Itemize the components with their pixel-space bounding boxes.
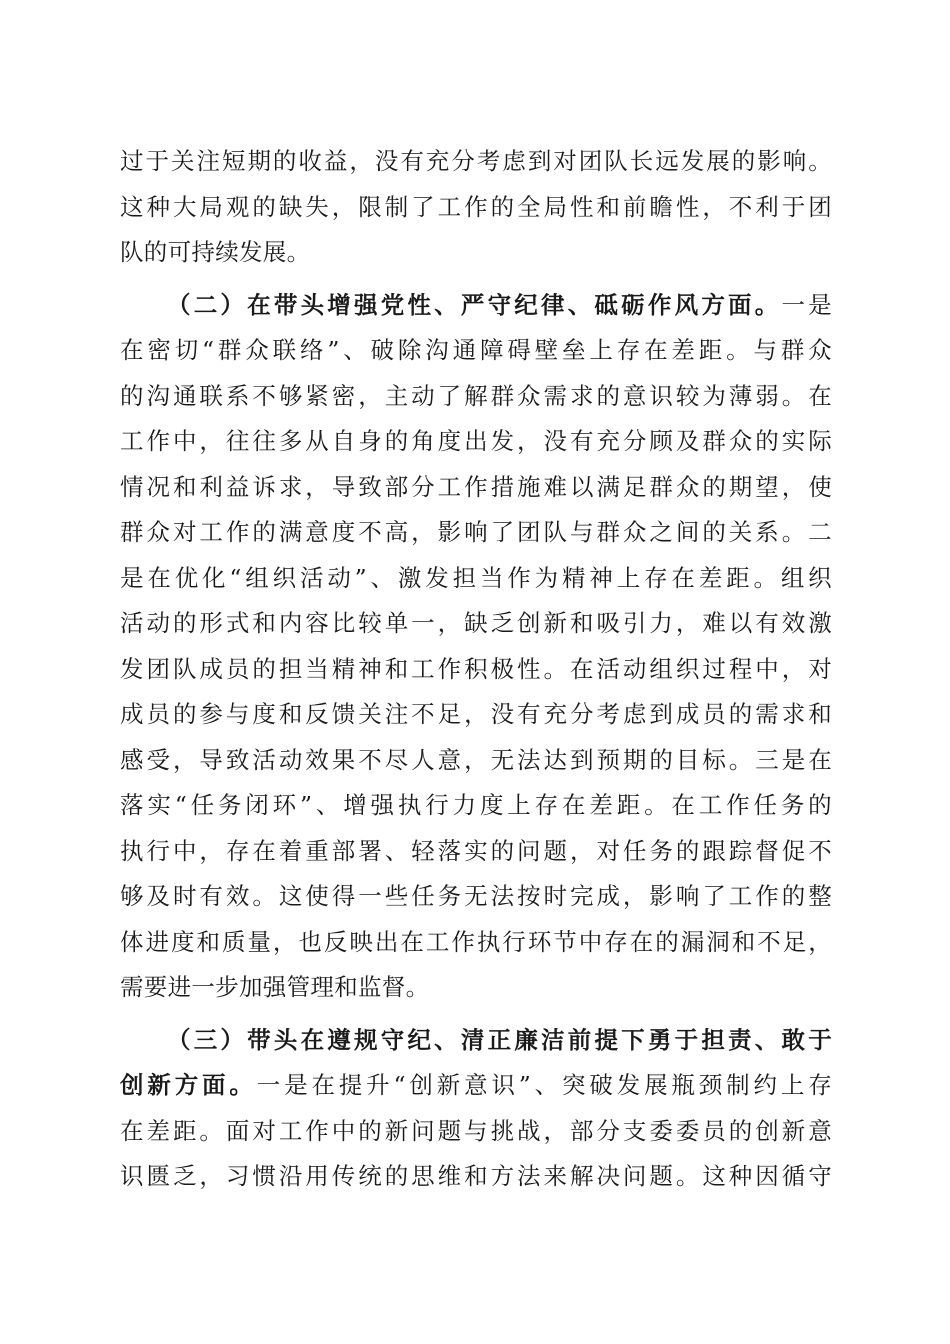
- section-heading-line: [120, 283, 832, 329]
- text-line: 的沟通联系不够紧密，主动了解群众需求的意识较为薄弱。在: [120, 381, 832, 410]
- section-heading-3-line-2: 创新方面。: [120, 1071, 257, 1099]
- text-line: 是在优化“组织活动”、激发担当作为精神上存在差距。组织: [120, 563, 832, 592]
- text-line: 感受，导致活动效果不尽人意，无法达到预期的目标。三是在: [120, 745, 832, 774]
- paragraph-section-3: [120, 1018, 832, 1200]
- text-line: 过于关注短期的收益，没有充分考虑到对团队长远发展的影响。: [120, 147, 832, 175]
- text-line: 够及时有效。这使得一些任务无法按时完成，影响了工作的整: [120, 882, 832, 910]
- text-run: 一是: [781, 290, 832, 319]
- text-line: 落实“任务闭环”、增强执行力度上存在差距。在工作任务的: [120, 791, 832, 819]
- text-line: 在密切“群众联络”、破除沟通障碍壁垒上存在差距。与群众: [120, 336, 832, 364]
- section-heading-3-line-1: （三）带头在遵规守纪、清正廉洁前提下勇于担责、敢于: [167, 1025, 832, 1054]
- text-line: 执行中，存在着重部署、轻落实的问题，对任务的跟踪督促不: [120, 836, 832, 865]
- text-line: 这种大局观的缺失，限制了工作的全局性和前瞻性，不利于团: [120, 192, 832, 221]
- text-line: 在差距。面对工作中的新问题与挑战，部分支委委员的创新意: [120, 1116, 832, 1145]
- section-heading-2: （二）在带头增强党性、严守纪律、砥砺作风方面。: [167, 290, 782, 319]
- text-line: 体进度和质量，也反映出在工作执行环节中存在的漏洞和不足，: [120, 927, 832, 956]
- document-page: [120, 139, 832, 1200]
- text-line: 队的可持续发展。: [120, 238, 311, 266]
- text-line: 群众对工作的满意度不高，影响了团队与群众之间的关系。二: [120, 518, 832, 546]
- text-line: 情况和利益诉求，导致部分工作措施难以满足群众的期望，使: [120, 472, 832, 501]
- paragraph-continuation: [120, 139, 832, 276]
- text-line: 工作中，往往多从自身的角度出发，没有充分顾及群众的实际: [120, 427, 832, 455]
- text-line: 成员的参与度和反馈关注不足，没有充分考虑到成员的需求和: [120, 700, 832, 728]
- paragraph-section-2: [120, 283, 832, 1011]
- text-line: 识匮乏，习惯沿用传统的思维和方法来解决问题。这种因循守: [120, 1162, 832, 1190]
- section-heading-line: [120, 1063, 832, 1109]
- text-run: 一是在提升“创新意识”、突破发展瓶颈制约上存: [256, 1071, 832, 1099]
- text-line: 活动的形式和内容比较单一，缺乏创新和吸引力，难以有效激: [120, 609, 832, 637]
- text-line: 需要进一步加强管理和监督。: [120, 973, 430, 1001]
- text-line: 发团队成员的担当精神和工作积极性。在活动组织过程中，对: [120, 654, 832, 683]
